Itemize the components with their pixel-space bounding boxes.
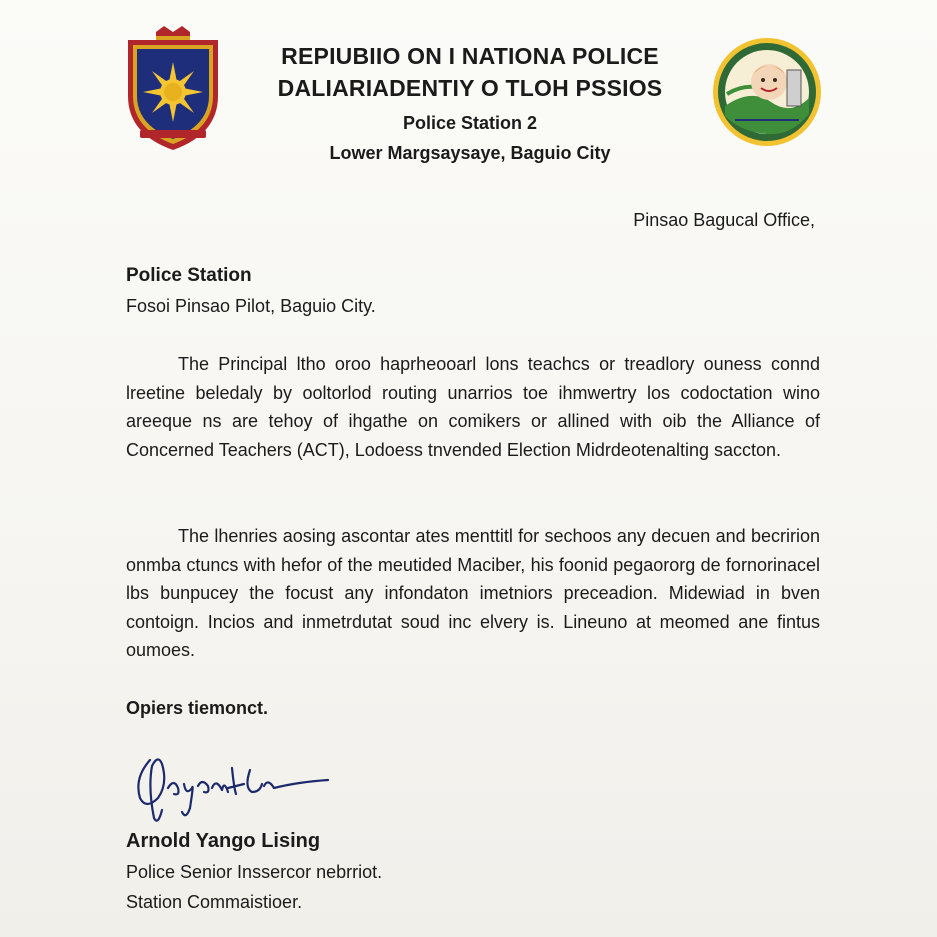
handwritten-signature <box>128 748 348 828</box>
letterhead-line-2: DALIARIADEΝTIY O TLOH PSSIOS <box>277 75 663 101</box>
signer-role: Station Commaistioer. <box>126 892 303 912</box>
office-line: Pinsao Bagucal Office, <box>633 210 815 230</box>
letterhead-line-1: REPIUBIIO ON I NATIONA POLICE <box>281 43 659 69</box>
city-seal-icon <box>711 36 823 148</box>
pnp-shield-icon <box>120 26 226 154</box>
body-paragraph-1: The Principal ltho oroo haprheooarl lons teachcs or treadlory ouness connd lreetine beledaly by ooltorlod routing unarrios toe ihmwertry los codoctation wino areeque ns are tehoy of ihgathe on comikers or allined with oib the Alliance of Concerned Teachers (ACT), Lodoess tnvended Election Midrdeotenalting saccton. <box>126 354 820 460</box>
recipient-title: Police Station <box>126 265 252 286</box>
station-name: Police Station 2 <box>402 113 538 133</box>
recipient-address: Fosoi Pinsao Pilot, Baguio City. <box>126 296 376 316</box>
body-paragraph-2: The lhenries aosing ascontar ates menttitl for sechoos any decuen and becririon onmba ctuncs with hefor of the meutided Maciber, his foonid pegaororg de fornorinacel lbs bunpucey the focust any infondaton imetniors preceadion. Midewiad in bven contoign. Incios and inmetrdutat soud inc elvery is. Lineuno at meomed ane fintus oumoes. <box>126 526 820 660</box>
signer-name: Arnold Yango Lising <box>126 830 321 852</box>
signer-rank: Police Senior Inssercor nebrriot. <box>126 862 383 882</box>
closing-line: Opiers tiemonct. <box>126 698 269 718</box>
letterhead <box>230 40 710 168</box>
station-address: Lower Margsaysaye, Baguio City <box>329 143 611 163</box>
